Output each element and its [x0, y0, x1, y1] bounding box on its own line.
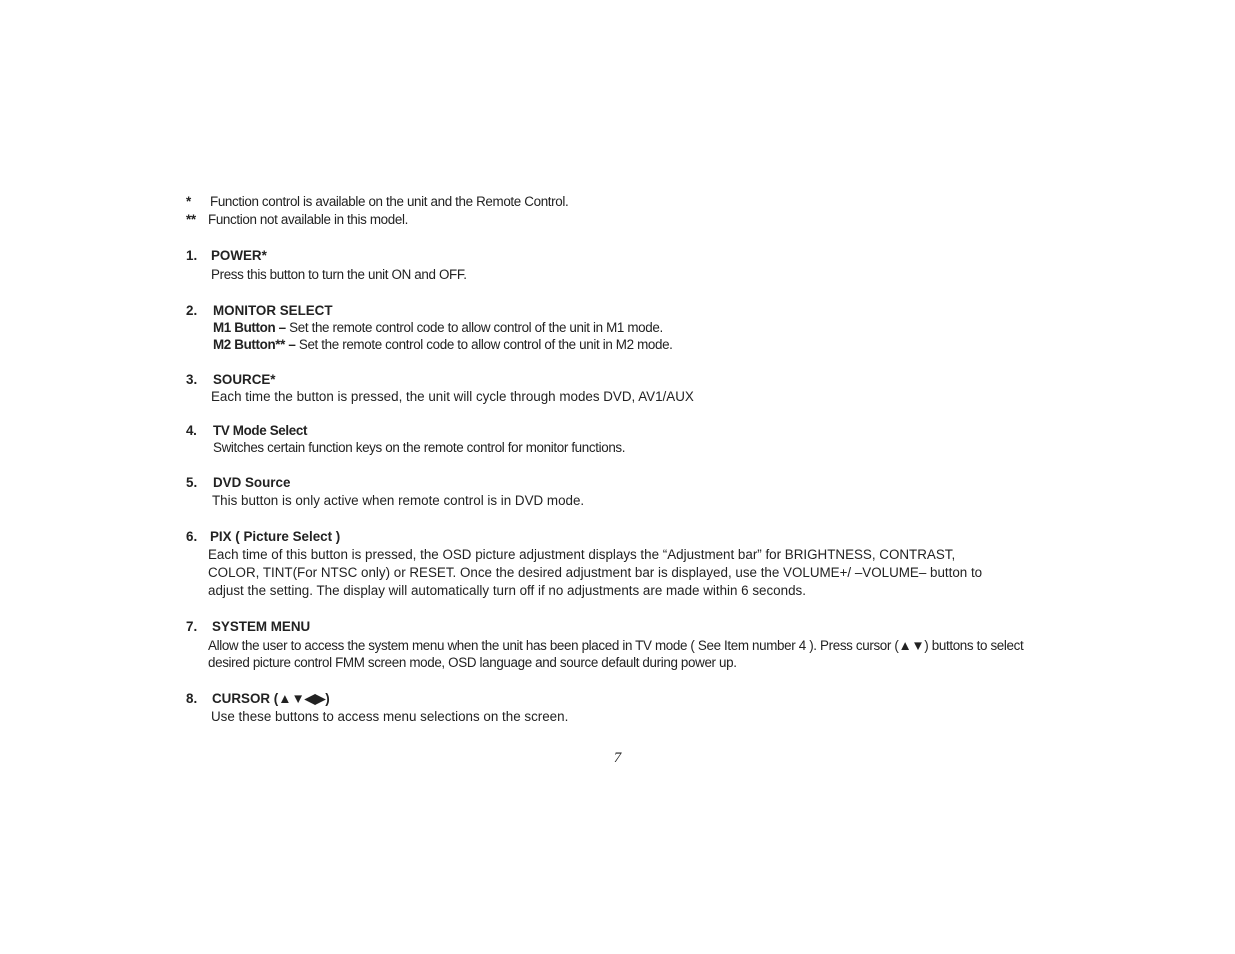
note-text: Function control is available on the unit and the Remote Control.	[210, 194, 569, 209]
m2-button-label: M2 Button** –	[213, 337, 296, 352]
item-number: 6.	[186, 529, 198, 544]
note-function-available	[186, 193, 568, 210]
item-number: 7.	[186, 619, 198, 634]
item-power-description: Press this button to turn the unit ON and OFF.	[211, 267, 467, 282]
page-number: 7	[613, 750, 622, 766]
item-tv-mode-description: Switches certain function keys on the remote control for monitor functions.	[213, 440, 626, 455]
item-title: MONITOR SELECT	[213, 303, 333, 318]
item-title: SOURCE*	[213, 372, 276, 387]
item-title: POWER*	[211, 248, 267, 263]
item-system-menu-heading	[186, 618, 310, 635]
item-number: 8.	[186, 691, 198, 706]
note-text: Function not available in this model.	[208, 212, 408, 227]
note-marker: *	[186, 194, 191, 209]
item-title: CURSOR (▲▼◀▶)	[212, 691, 330, 706]
note-marker: **	[186, 212, 196, 227]
item-source-description: Each time the button is pressed, the unit will cycle through modes DVD, AV1/AUX	[211, 389, 694, 404]
item-monitor-select-m1	[213, 319, 663, 336]
item-monitor-select-heading	[186, 302, 333, 319]
item-title: DVD Source	[213, 475, 291, 490]
item-title: TV Mode Select	[213, 423, 308, 438]
item-number: 2.	[186, 303, 198, 318]
item-number: 3.	[186, 372, 198, 387]
item-number: 1.	[186, 248, 198, 263]
m1-button-text: Set the remote control code to allow control of the unit in M1 mode.	[289, 320, 663, 335]
item-system-menu-description-line-1: Allow the user to access the system menu when the unit has been placed in TV mode ( See Item number 4 ). Press cursor (▲▼) buttons to select	[208, 638, 1024, 653]
item-dvd-source-description: This button is only active when remote control is in DVD mode.	[212, 493, 585, 508]
m1-button-label: M1 Button –	[213, 320, 286, 335]
item-title: PIX ( Picture Select )	[210, 529, 341, 544]
item-source-heading	[186, 371, 276, 388]
item-pix-description-line-2: COLOR, TINT(For NTSC only) or RESET. Once the desired adjustment bar is displayed, use the VOLUME+/ –VOLUME– button to	[208, 565, 983, 580]
item-pix-description-line-3: adjust the setting. The display will automatically turn off if no adjustments are made within 6 seconds.	[208, 583, 806, 598]
item-number: 5.	[186, 475, 198, 490]
item-system-menu-description-line-2: desired picture control FMM screen mode, OSD language and source default during power up.	[208, 655, 737, 670]
item-power-heading	[186, 247, 267, 264]
m2-button-text: Set the remote control code to allow control of the unit in M2 mode.	[298, 337, 673, 352]
item-monitor-select-m2	[213, 336, 673, 353]
item-cursor-description: Use these buttons to access menu selections on the screen.	[211, 709, 569, 724]
note-function-not-available	[186, 211, 408, 228]
item-tv-mode-heading	[186, 422, 307, 439]
item-dvd-source-heading	[186, 474, 290, 491]
item-pix-description-line-1: Each time of this button is pressed, the OSD picture adjustment displays the “Adjustment bar” for BRIGHTNESS, CONTRAST,	[208, 547, 956, 562]
item-number: 4.	[186, 423, 197, 438]
item-title: SYSTEM MENU	[212, 619, 311, 634]
item-pix-heading	[186, 528, 340, 545]
item-cursor-heading	[186, 690, 330, 707]
